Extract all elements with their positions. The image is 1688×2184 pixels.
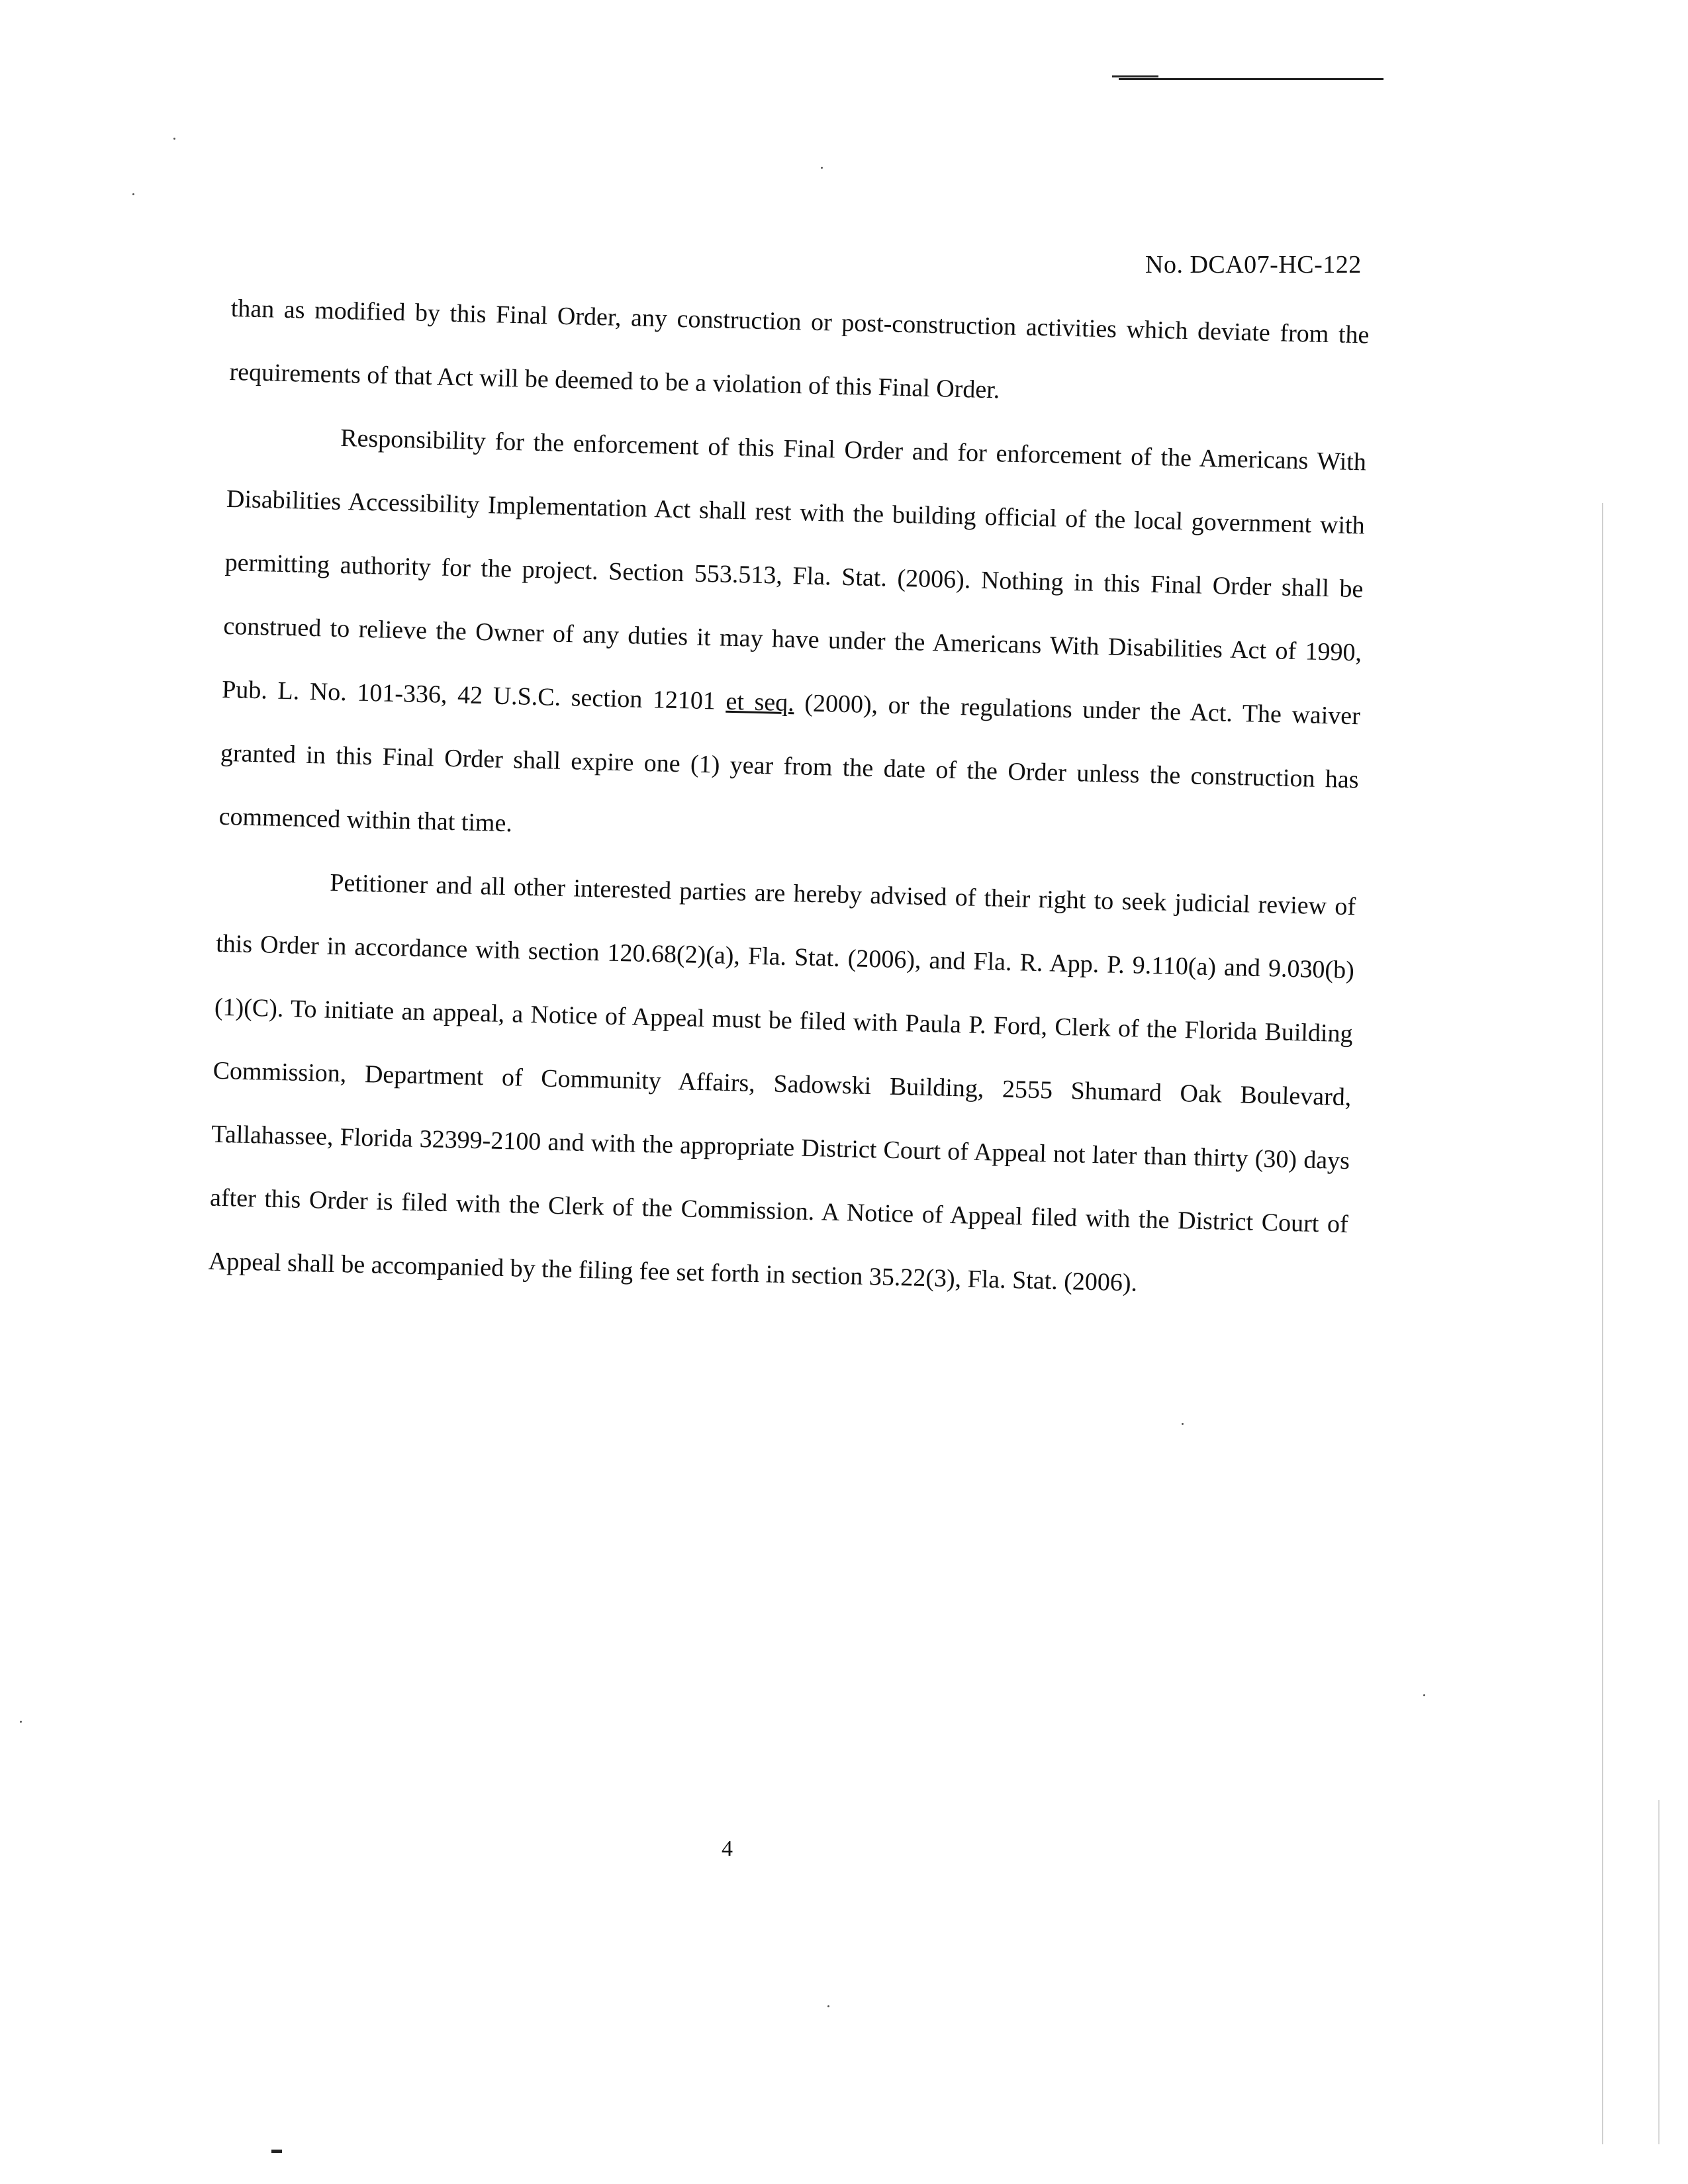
scan-speck xyxy=(1423,1694,1425,1696)
body-text xyxy=(208,277,1370,1320)
header-rule-short xyxy=(1112,75,1158,77)
paragraph-appeal-rights: Petitioner and all other interested parties are hereby advised of their right to seek judicial review of this Order in accordance with section 120.68(2)(a), Fla. Stat. (2006), and Fla. R. App. P. 9.110(a) and 9.030(b)(1)(C). To initiate an appeal, a Notice of Appeal must be filed with Paula P. Ford, Clerk of the Florida Building Commission, Department of Community Affairs, Sadowski Building, 2555 Shumard Oak Boulevard, Tallahassee, Florida 32399-2100 and with the appropriate District Court of Appeal not later than thirty (30) days after this Order is filed with the Clerk of the Commission. A Notice of Appeal filed with the District Court of Appeal shall be accompanied by the filing fee set forth in section 35.22(3), Fla. Stat. (2006). xyxy=(208,868,1356,1297)
header-rule xyxy=(1119,78,1383,80)
scan-speck xyxy=(132,193,134,195)
scan-edge-line xyxy=(1602,503,1603,2144)
paragraph-continuation: than as modified by this Final Order, any construction or post-construction activities which deviate from the requirements of that Act will be deemed to be a violation of this Final Order. xyxy=(229,294,1370,404)
paragraph-responsibility-text-2: (2000), or the regulations under the Act. The waiver granted in this Final Order shall expire one (1) year from the date of the Order unless the construction has commenced within that time. xyxy=(218,689,1361,838)
scan-speck xyxy=(20,1721,22,1723)
scan-mark xyxy=(271,2150,282,2153)
scan-speck xyxy=(1182,1423,1184,1425)
scan-speck xyxy=(821,167,823,169)
paragraph-responsibility-text-1: Responsibility for the enforcement of this Final Order and for enforcement of the Americans With Disabilities Accessibility Implementation Act shall rest with the building official of the local government with permitting authority for the project. Section 553.513, Fla. Stat. (2006). Nothing in this Final Order shall be construed to relieve the Owner of any duties it may have under the Americans With Disabilities Act of 1990, Pub. L. No. 101-336, 42 U.S.C. section 12101 xyxy=(221,424,1367,715)
scan-speck xyxy=(827,2005,829,2007)
et-seq-citation: et seq. xyxy=(726,687,795,717)
scan-speck xyxy=(173,138,175,140)
scan-edge-line-lower xyxy=(1658,1800,1660,2144)
paragraph-responsibility xyxy=(218,404,1367,875)
page-number: 4 xyxy=(722,1837,733,1861)
document-number: No. DCA07-HC-122 xyxy=(1145,251,1362,279)
